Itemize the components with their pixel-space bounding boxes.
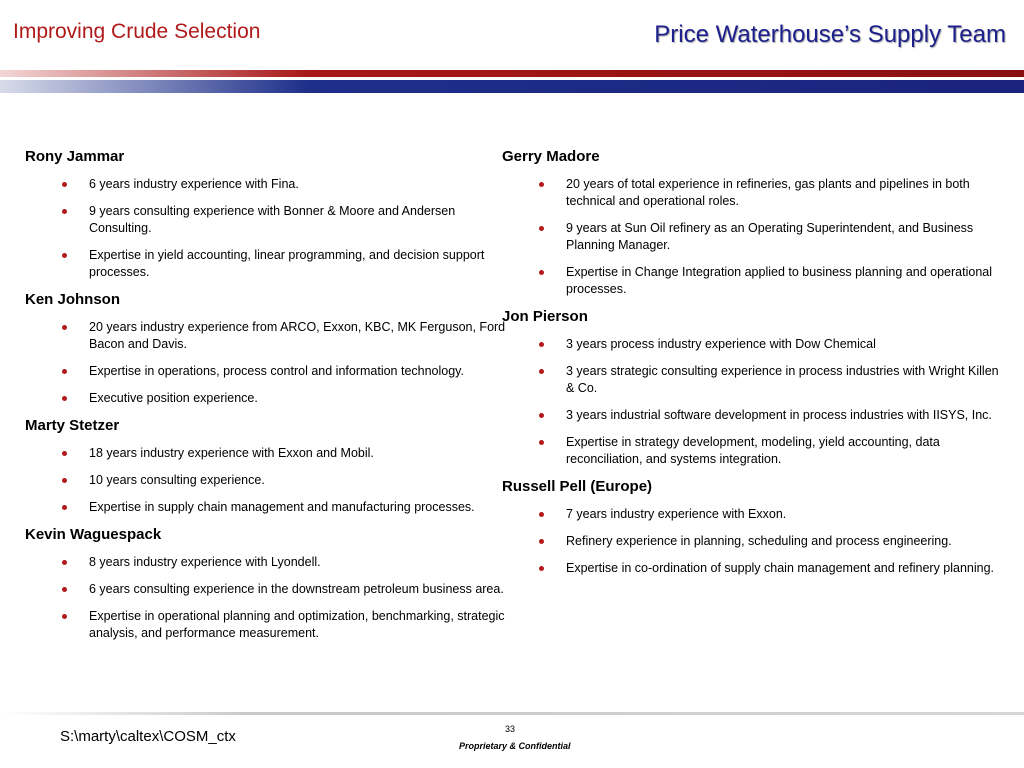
bullet-dot-icon: [539, 270, 544, 275]
member-name: Gerry Madore: [502, 148, 600, 165]
experience-item: [25, 608, 515, 642]
experience-item: [502, 176, 1002, 210]
header-red-bar: [0, 70, 1024, 77]
experience-text: 20 years industry experience from ARCO, Exxon, KBC, MK Ferguson, Ford Bacon and Davis.: [89, 320, 506, 351]
slide-section-title: Improving Crude Selection: [13, 20, 261, 43]
experience-text: 20 years of total experience in refineries, gas plants and pipelines in both technical and operational roles.: [566, 177, 970, 208]
team-member: [502, 478, 1002, 577]
experience-item: [502, 560, 1002, 577]
bullet-dot-icon: [539, 440, 544, 445]
experience-text: Refinery experience in planning, scheduling and process engineering.: [566, 534, 952, 548]
experience-text: Expertise in operational planning and optimization, benchmarking, strategic analysis, and performance measurement.: [89, 609, 505, 640]
experience-text: 6 years consulting experience in the downstream petroleum business area.: [89, 582, 504, 596]
experience-list: [502, 336, 1002, 468]
experience-item: [25, 581, 515, 598]
member-name: Russell Pell (Europe): [502, 478, 653, 495]
footer-divider: [0, 712, 1024, 715]
experience-text: Expertise in strategy development, modeling, yield accounting, data reconciliation, and systems integration.: [566, 435, 940, 466]
bullet-dot-icon: [539, 512, 544, 517]
left-column: [25, 148, 515, 652]
bullet-dot-icon: [62, 614, 67, 619]
team-member: [25, 526, 515, 642]
bullet-dot-icon: [62, 209, 67, 214]
experience-text: 3 years strategic consulting experience in process industries with Wright Killen & Co.: [566, 364, 999, 395]
bullet-dot-icon: [62, 560, 67, 565]
page-number: 33: [505, 724, 516, 734]
experience-text: Expertise in operations, process control and information technology.: [89, 364, 464, 378]
bullet-dot-icon: [62, 478, 67, 483]
experience-item: [25, 363, 515, 380]
experience-text: Expertise in yield accounting, linear programming, and decision support processes.: [89, 248, 485, 279]
member-name: Kevin Waguespack: [25, 526, 162, 543]
bullet-dot-icon: [539, 566, 544, 571]
bullet-dot-icon: [539, 369, 544, 374]
experience-text: Executive position experience.: [89, 391, 258, 405]
experience-text: 10 years consulting experience.: [89, 473, 265, 487]
experience-list: [25, 176, 515, 281]
file-path: S:\marty\caltex\COSM_ctx: [60, 728, 236, 745]
experience-text: Expertise in supply chain management and manufacturing processes.: [89, 500, 475, 514]
bullet-dot-icon: [62, 325, 67, 330]
bullet-dot-icon: [539, 182, 544, 187]
experience-text: 3 years industrial software development in process industries with IISYS, Inc.: [566, 408, 992, 422]
experience-item: [502, 434, 1002, 468]
bullet-dot-icon: [539, 226, 544, 231]
team-member: [502, 148, 1002, 298]
experience-list: [25, 445, 515, 516]
experience-item: [25, 499, 515, 516]
experience-text: 9 years at Sun Oil refinery as an Operating Superintendent, and Business Planning Manager.: [566, 221, 974, 252]
experience-item: [502, 533, 1002, 550]
experience-item: [25, 247, 515, 281]
member-name: Ken Johnson: [25, 291, 121, 308]
member-name: Rony Jammar: [25, 148, 125, 165]
experience-item: [502, 363, 1002, 397]
bullet-dot-icon: [539, 539, 544, 544]
experience-text: 18 years industry experience with Exxon and Mobil.: [89, 446, 374, 460]
confidential-notice: Proprietary & Confidential: [459, 741, 571, 751]
experience-text: 3 years process industry experience with Dow Chemical: [566, 337, 876, 351]
team-member: [25, 417, 515, 516]
header-navy-bar: [0, 80, 1024, 93]
experience-text: 6 years industry experience with Fina.: [89, 177, 299, 191]
experience-item: [502, 506, 1002, 523]
experience-item: [25, 390, 515, 407]
experience-item: [502, 407, 1002, 424]
experience-list: [25, 554, 515, 642]
experience-item: [25, 203, 515, 237]
experience-text: 9 years consulting experience with Bonner & Moore and Andersen Consulting.: [89, 204, 456, 235]
experience-list: [502, 506, 1002, 577]
bullet-dot-icon: [539, 413, 544, 418]
team-member: [25, 148, 515, 281]
member-name: Marty Stetzer: [25, 417, 120, 434]
team-member: [502, 308, 1002, 468]
team-member: [25, 291, 515, 407]
member-name: Jon Pierson: [502, 308, 588, 325]
experience-text: 8 years industry experience with Lyondell.: [89, 555, 321, 569]
slide-title: Price Waterhouse’s Supply Team: [654, 21, 1006, 48]
experience-list: [25, 319, 515, 407]
experience-item: [25, 554, 515, 571]
experience-item: [502, 336, 1002, 353]
experience-text: Expertise in Change Integration applied to business planning and operational processes.: [566, 265, 992, 296]
experience-text: 7 years industry experience with Exxon.: [566, 507, 787, 521]
bullet-dot-icon: [62, 369, 67, 374]
experience-item: [25, 176, 515, 193]
experience-item: [502, 264, 1002, 298]
bullet-dot-icon: [62, 396, 67, 401]
experience-item: [25, 445, 515, 462]
bullet-dot-icon: [62, 587, 67, 592]
experience-item: [502, 220, 1002, 254]
experience-list: [502, 176, 1002, 298]
bullet-dot-icon: [62, 182, 67, 187]
bullet-dot-icon: [62, 253, 67, 258]
experience-item: [25, 472, 515, 489]
experience-item: [25, 319, 515, 353]
experience-text: Expertise in co-ordination of supply chain management and refinery planning.: [566, 561, 995, 575]
bullet-dot-icon: [62, 451, 67, 456]
bullet-dot-icon: [539, 342, 544, 347]
right-column: [502, 148, 1002, 587]
bullet-dot-icon: [62, 505, 67, 510]
